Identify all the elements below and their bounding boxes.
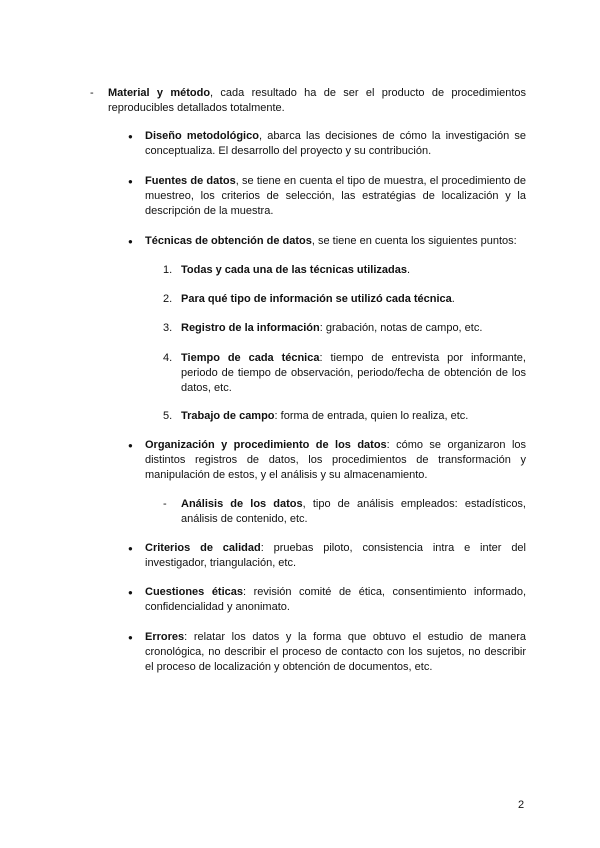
bullet-title: Fuentes de datos [145, 175, 236, 187]
bullet-icon: ● [128, 132, 133, 141]
main-item-text: , cada resultado ha de ser el producto de procedimientos reproducibles detallados totalmente. [108, 87, 526, 114]
bullet-icon: ● [128, 544, 133, 553]
numbered-title: Todas y cada una de las técnicas utilizadas [181, 264, 407, 276]
bullet-item-errores [145, 630, 526, 675]
bullet-text: : relatar los datos y la forma que obtuvo el estudio de manera cronológica, no describir el proceso de contacto con los sujetos, no describir el proceso de localización y obtención de documentos, etc. [145, 631, 526, 673]
numbered-text: . [451, 293, 455, 305]
list-number: 5. [163, 410, 173, 422]
numbered-text: : tiempo de entrevista por informante, periodo de tiempo de observación, periodo/fecha de obtención de los datos, etc. [181, 352, 526, 394]
dash-marker: - [90, 87, 94, 99]
main-item-title: Material y método [108, 87, 211, 99]
list-number: 4. [163, 352, 173, 364]
bullet-item-tecnicas [145, 234, 526, 249]
numbered-item [181, 292, 526, 307]
bullet-title: Diseño metodológico [145, 130, 259, 142]
bullet-text: , se tiene en cuenta los siguientes puntos: [311, 235, 517, 247]
numbered-title: Para qué tipo de información se utilizó cada técnica [181, 293, 452, 305]
numbered-item [181, 409, 526, 424]
sub-item-title: Análisis de los datos [181, 498, 303, 510]
numbered-item [181, 351, 526, 396]
bullet-item-diseno [145, 129, 526, 159]
bullet-title: Criterios de calidad [145, 542, 261, 554]
list-number: 3. [163, 322, 173, 334]
bullet-title: Errores [145, 631, 185, 643]
sub-item [181, 497, 526, 527]
dash-marker: - [163, 498, 167, 510]
sub-item-text: , tipo de análisis empleados: estadísticos, análisis de contenido, etc. [181, 498, 526, 525]
numbered-title: Tiempo de cada técnica [181, 352, 320, 364]
numbered-text: . [407, 264, 411, 276]
numbered-item [181, 321, 526, 336]
bullet-text: , se tiene en cuenta el tipo de muestra, el procedimiento de muestreo, los criterios de selección, las estratégias de localización y la descripción de la muestra. [145, 175, 526, 217]
numbered-title: Trabajo de campo [181, 410, 275, 422]
bullet-text: , abarca las decisiones de cómo la investigación se conceptualiza. El desarrollo del proyecto y su contribución. [145, 130, 526, 157]
bullet-item-eticas [145, 585, 526, 615]
bullet-icon: ● [128, 441, 133, 450]
bullet-text: : cómo se organizaron los distintos registros de datos, los procedimientos de transformación y manipulación de estos, y el análisis y su almacenamiento. [145, 439, 527, 481]
bullet-item-organizacion [145, 438, 526, 483]
bullet-icon: ● [128, 633, 133, 642]
numbered-text: : forma de entrada, quien lo realiza, etc. [274, 410, 469, 422]
bullet-icon: ● [128, 237, 133, 246]
bullet-title: Técnicas de obtención de datos [145, 235, 312, 247]
numbered-title: Registro de la información [181, 322, 320, 334]
numbered-text: : grabación, notas de campo, etc. [319, 322, 483, 334]
list-number: 2. [163, 293, 173, 305]
list-number: 1. [163, 264, 173, 276]
bullet-title: Cuestiones éticas [145, 586, 244, 598]
main-item [108, 86, 526, 116]
bullet-item-calidad [145, 541, 526, 571]
bullet-icon: ● [128, 588, 133, 597]
bullet-item-fuentes [145, 174, 526, 219]
numbered-item [181, 263, 526, 278]
bullet-icon: ● [128, 177, 133, 186]
bullet-title: Organización y procedimiento de los datos [145, 439, 387, 451]
bullet-text: : revisión comité de ética, consentimiento informado, confidencialidad y anonimato. [145, 586, 526, 613]
page-number: 2 [518, 799, 525, 811]
bullet-text: : pruebas piloto, consistencia intra e inter del investigador, triangulación, etc. [145, 542, 526, 569]
